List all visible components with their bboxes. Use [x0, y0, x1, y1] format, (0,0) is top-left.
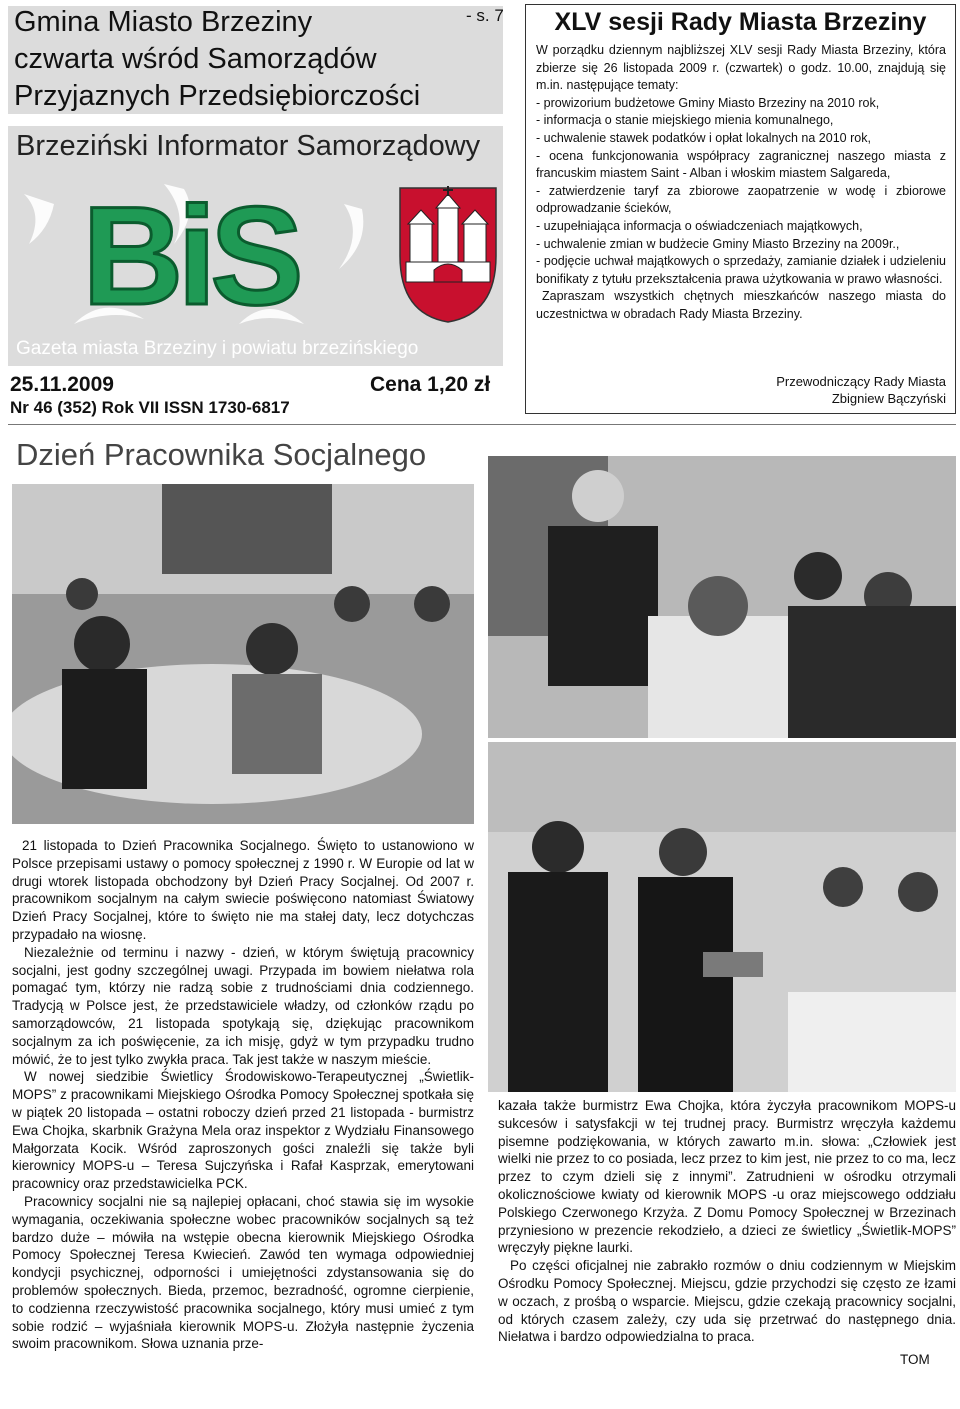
brzeziny-crest-icon	[398, 186, 498, 326]
article-title[interactable]: Dzień Pracownika Socjalnego	[16, 437, 427, 472]
teaser-line-3: Przyjaznych Przedsiębiorczości	[14, 80, 421, 112]
article-column-right	[498, 1097, 956, 1346]
issue-number: Nr 46 (352) Rok VII ISSN 1730-6817	[10, 398, 290, 417]
session-item: - zatwierdzenie taryf za zbiorowe zaopatrzenie w wodę i zbiorowe odprowadzanie ścieków,	[536, 183, 946, 216]
section-divider	[8, 424, 956, 425]
photo-placeholder-3	[488, 742, 956, 1092]
issue-price: Cena 1,20 zł	[370, 373, 491, 396]
photo-placeholder-2	[488, 456, 956, 738]
session-item: - informacja o stanie miejskiego mienia komunalnego,	[536, 113, 834, 128]
teaser-line-2: czwarta wśród Samorządów	[14, 43, 377, 75]
article-column-left	[12, 837, 474, 1353]
photo-flower-presentation	[488, 456, 956, 738]
session-intro: W porządku dziennym najbliższej XLV sesji Rady Miasta Brzeziny, która zbierze się 26 listopada 2009 r. (czwartek) o godz. 10.00, znajdują się m.in. następujące tematy:	[536, 43, 946, 93]
chair-role: Przewodniczący Rady Miasta	[776, 374, 946, 389]
article-paragraph: Po części oficjalnej nie zabrakło rozmów o dniu codziennym w Miejskim Ośrodku Pomocy Społecznej. Miejscu, gdzie przychodzi się często ze łzami w oczach, z prośbą o wsparcie. Miejscu, gdzie czekają pracownicy socjalni, od których czasem zależy, czy uda się przetrwać do następnego dnia. Niełatwa i bardzo odpowiedzialna to praca.	[498, 1258, 956, 1345]
article-paragraph: kazała także burmistrz Ewa Chojka, która życzyła pracownikom MOPS-u sukcesów i satysfakcji w tej trudnej pracy. Burmistrz wręczyła każdemu pisemne podziękowania, w których zawarto m.in. słowa: „Człowiek jest wielki nie przez to co posiada, lecz przez to kim jest, nie przez to co ma, lecz przez to czym dzieli się z innymi”. Zatrudnieni w ośrodku otrzymali okolicznościowe kwiaty od kierownik MOPS -u oraz miejscowego oddziału Polskiego Czerwonego Krzyża. Z Domu Pomocy Społecznej w Brzezinach przyniesiono w prezencie rekodzieło, a dzieci ze świetlicy „Świetlik-MOPS” wręczyły piękne laurki.	[498, 1098, 956, 1256]
teaser-headline[interactable]	[14, 4, 484, 115]
session-item: - uchwalenie stawek podatków i opłat lokalnych na 2010 rok,	[536, 130, 871, 145]
session-invitation: Zapraszam wszystkich chętnych mieszkańców naszego miasta do uczestnictwa w obradach Rady Miasta Brzeziny.	[536, 289, 946, 321]
article-paragraph: 21 listopada to Dzień Pracownika Socjalnego. Święto to ustanowiono w Polsce przepisami ustawy o pomocy społecznej z 1990 r. W Europie od lat w drugi wtorek listopada obchodzony był Dzień Pracy Socjalnej. Od 2007 r. pracownikom socjalnym na całym swiecie poświęcono natomiast Światowy Dzień Pracy Socjalnej, które to święto nie ma stałej daty, lecz dotychczas przypadało na wiosnę.	[12, 838, 474, 942]
session-item: - uchwalenie zmian w budżecie Gminy Miasto Brzeziny na 2009r.,	[536, 236, 900, 251]
session-item: - prowizorium budżetowe Gminy Miasto Brzeziny na 2010 rok,	[536, 95, 880, 110]
article-author: TOM	[900, 1352, 930, 1367]
issue-date: 25.11.2009	[10, 373, 114, 396]
masthead-informator: Brzeziński Informator Samorządowy	[16, 130, 481, 162]
photo-gathering-tables	[12, 484, 474, 824]
teaser-page-ref[interactable]: - s. 7	[466, 6, 504, 25]
session-item: - podjęcie uchwał majątkowych o sprzedaży, zamianie działek i udzieleniu bonifikaty z tytułu przekształcenia prawa użytkowania w prawo własności.	[536, 254, 946, 286]
article-paragraph: W nowej siedzibie Świetlicy Środowiskowo-Terapeutycznej „Świetlik-MOPS” z pracownikami Miejskiego Ośrodka Pomocy Społecznej spotkała się w piątek 20 listopada – ostatni roboczy dzień przed 21 listopada - burmistrz Ewa Chojka, skarbnik Grażyna Mela oraz inspektor z Wydziału Finansowego Małgorzata Kocik. Wśród zaproszonych gości znaleźli się także byli kierownicy MOPS-u – Teresa Sujczyńska i Rafał Kasprzak, emerytowani pracownicy oraz przedstawicielka PCK.	[12, 1069, 474, 1192]
session-item: - ocena funkcjonowania współpracy zagranicznej naszego miasta z francuskim miastem Saint - Alban i włoskim miastem Salgareda,	[536, 148, 946, 181]
photo-award-ceremony	[488, 742, 956, 1092]
chair-name: Zbigniew Bączyński	[831, 391, 946, 406]
session-title[interactable]: XLV sesji Rady Miasta Brzeziny	[554, 8, 927, 36]
masthead-tagline: Gazeta miasta Brzeziny i powiatu brzezińskiego	[16, 338, 419, 359]
article-paragraph: Niezależnie od terminu i nazwy - dzień, w którym świętują pracownicy socjalni, jest godny szczególnej uwagi. Przypada im bowiem niełatwa rola pomagać tym, którzy nie radzą sobie z trudnościami dnia codziennego. Tradycją w Polsce jest, że przedstawiciele władzy, od członków rządu po samorządowców, 21 listopada spotykają się, dziękując pracownikom socjalnym za ich poświęcenie, za ich misję, gdyż w tym przypadku trudno mówić, że to jest tylko zwykła praca. Tak jest także w naszym mieście.	[12, 944, 474, 1067]
teaser-line-1: Gmina Miasto Brzeziny	[14, 6, 313, 38]
bis-logo-letters: BiS	[82, 177, 298, 334]
session-body	[536, 42, 946, 324]
bis-logo	[14, 174, 374, 334]
photo-placeholder-1	[12, 484, 474, 824]
session-item: - uzupełniająca informacja o oświadczeniach majątkowych,	[536, 218, 863, 233]
article-paragraph: Pracownicy socjalni nie są najlepiej opłacani, choć stawia się im wysokie wymagania, oczekiwania społeczne wobec pracowników socjalnych są też bardzo duże – mówiła na wstępie obecna kierownik Miejskiego Ośrodka Pomocy Społecznej Teresa Kwiecień. Zawód ten wymaga odpowiedniej kondycji psychicznej, odporności i umiejętności zdystansowania się do problemów społecznych. Bieda, przemoc, bezradność, ogromne cierpienie, to codzienna rzeczywistość pracownika socjalnego, który musi umieć z tym sobie rodzić – wyjaśniała kierownik MOPS-u. Złożyła następnie życzenia swoim pracownikom. Słowa uznania prze-	[12, 1193, 474, 1352]
